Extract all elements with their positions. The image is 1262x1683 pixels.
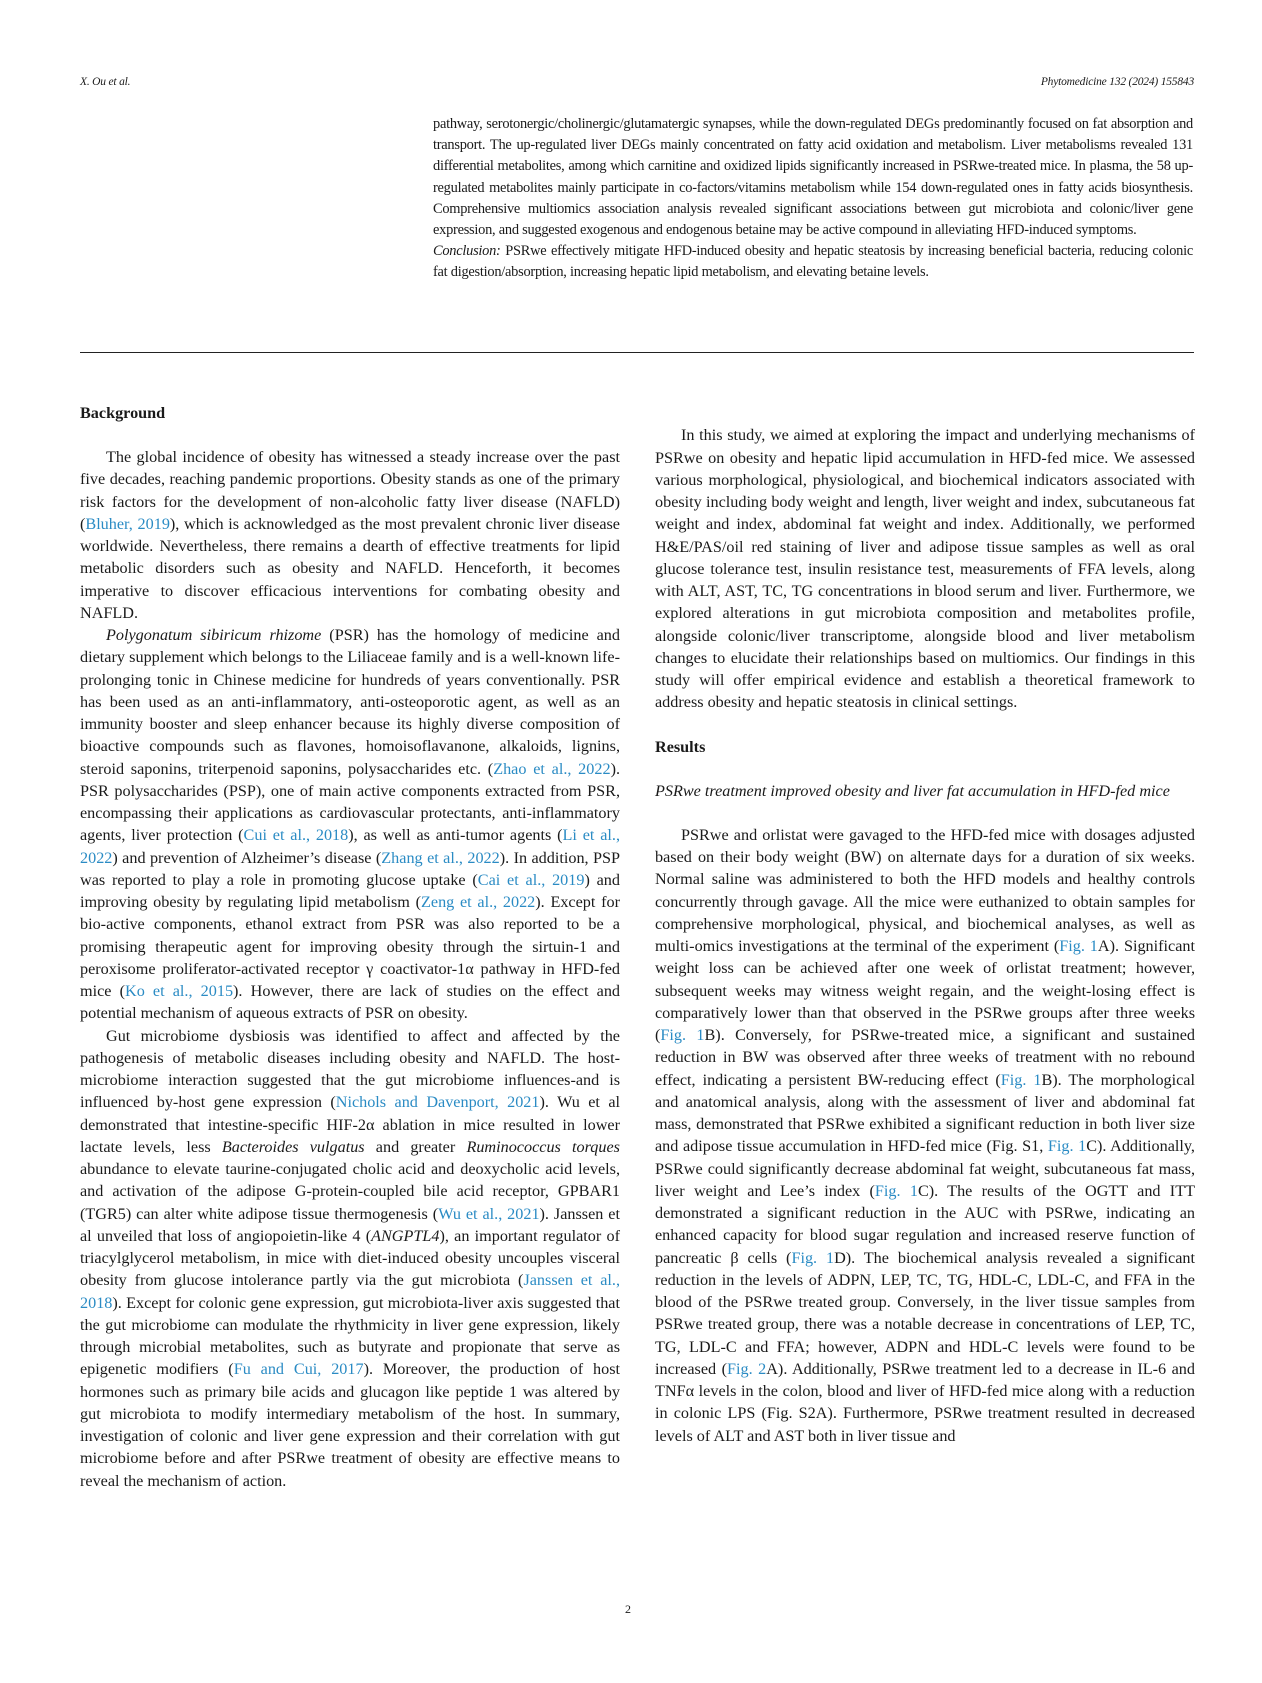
figure-link[interactable]: Fig. 1	[660, 1026, 705, 1044]
page-number: 2	[625, 1602, 631, 1616]
running-head-authors: X. Ou et al.	[80, 76, 131, 88]
figure-link[interactable]: Fig. 2	[727, 1359, 767, 1378]
subsection-heading: PSRwe treatment improved obesity and liver fat accumulation in HFD-fed mice	[655, 781, 1170, 800]
paragraph: The global incidence of obesity has witnessed a steady increase over the past five decades, reaching pandemic proportions. Obesity stands as one of the primary risk factors for the development of non-alcoholic fatty liver disease (NAFLD) (Bluher, 2019), which is acknowledged as the most prevalent chronic liver disease worldwide. Nevertheless, there remains a dearth of effective treatments for lipid metabolic disorders such as obesity and NAFLD. Henceforth, it becomes imperative to discover efficacious interventions for combating obesity and NAFLD.	[80, 448, 620, 622]
citation-link[interactable]: Fu and Cui, 2017	[233, 1360, 364, 1379]
right-column	[655, 402, 1195, 1447]
citation-link[interactable]: Ko et al., 2015	[125, 982, 234, 1000]
citation-link[interactable]: Cui et al., 2018	[243, 826, 349, 845]
figure-link[interactable]: Fig. 1	[874, 1181, 918, 1200]
abstract-divider	[80, 352, 1194, 353]
section-heading-background: Background	[80, 404, 166, 422]
running-head-journal: Phytomedicine 132 (2024) 155843	[1040, 76, 1194, 88]
citation-link[interactable]: Zeng et al., 2022	[421, 893, 536, 911]
citation-link[interactable]: Janssen et al., 2018	[80, 1271, 621, 1312]
paragraph: Gut microbiome dysbiosis was identified to affect and affected by the pathogenesis of metabolic diseases including obesity and NAFLD. The host-microbiome interaction suggested that the gut microbiome influences-and is influenced by-host gene expression (Nichols and Davenport, 2021). Wu et al demonstrated that intestine-specific HIF-2α ablation in mice resulted in lower lactate levels, less Bacteroides vulgatus and greater Ruminococcus torques abundance to elevate taurine-conjugated cholic acid and deoxycholic acid levels, and activation of the adipose G-protein-coupled bile acid receptor, GPBAR1 (TGR5) can alter white adipose tissue thermogenesis (Wu et al., 2021). Janssen et al unveiled that loss of angiopoietin-like 4 (ANGPTL4), an important regulator of triacylglycerol metabolism, in mice with diet-induced obesity uncouples visceral obesity from glucose intolerance partly via the gut microbiota (Janssen et al., 2018). Except for colonic gene expression, gut microbiota-liver axis suggested that the gut microbiome can modulate the rhythmicity in liver gene expression, likely through microbial metabolites, such as butyrate and propionate that serve as epigenetic modifiers (Fu and Cui, 2017). Moreover, the production of host hormones such as primary bile acids and glucagon like peptide 1 was altered by gut microbiota to modify intermediary metabolism of the host. In summary, investigation of colonic and liver gene expression and their correlation with gut microbiome before and after PSRwe treatment of obesity are effective means to reveal the mechanism of action.	[80, 1026, 621, 1490]
species-name: Polygonatum sibiricum rhizome	[106, 626, 322, 644]
citation-link[interactable]: Nichols and Davenport, 2021	[335, 1093, 540, 1112]
citation-link[interactable]: Bluher, 2019	[85, 514, 170, 533]
citation-link[interactable]: Li et al., 2022	[80, 826, 620, 867]
paragraph: Polygonatum sibiricum rhizome (PSR) has the homology of medicine and dietary supplement which belongs to the Liliaceae family and is a well-known life-prolonging tonic in Chinese medicine for hundreds of years conventionally. PSR has been used as an anti-inflammatory, anti-osteoporotic agent, as well as an immunity booster and sleep enhancer because its highly diverse composition of bioactive compounds such as flavones, homoisoflavanone, alkaloids, lignins, steroid saponins, triterpenoid saponins, polysaccharides etc. (Zhao et al., 2022). PSR polysaccharides (PSP), one of main active components extracted from PSR, encompassing their applications as cardiovascular protectants, anti-inflammatory agents, liver protection (Cui et al., 2018), as well as anti-tumor agents (Li et al., 2022) and prevention of Alzheimer’s disease (Zhang et al., 2022). In addition, PSP was reported to play a role in promoting glucose uptake (Cai et al., 2019) and improving obesity by regulating lipid metabolism (Zeng et al., 2022). Except for bio-active components, ethanol extract from PSR was also reported to be a promising therapeutic agent for improving obesity through the sirtuin-1 and peroxisome proliferator-activated receptor γ coactivator-1α pathway in HFD-fed mice (Ko et al., 2015). However, there are lack of studies on the effect and potential mechanism of aqueous extracts of PSR on obesity.	[80, 626, 621, 1023]
figure-link[interactable]: Fig. 1	[1059, 937, 1098, 955]
citation-link[interactable]: Cai et al., 2019	[477, 870, 585, 889]
conclusion-text: PSRwe effectively mitigate HFD-induced obesity and hepatic steatosis by increasing beneficial bacteria, reducing colonic fat digestion/absorption, increasing hepatic lipid metabolism, and elevating betaine levels.	[433, 243, 1193, 281]
figure-link[interactable]: Fig. 1	[791, 1248, 835, 1267]
left-column	[80, 402, 620, 1492]
abstract-text: pathway, serotonergic/cholinergic/glutamatergic synapses, while the down-regulated DEGs predominantly focused on fat absorption and transport. The up-regulated liver DEGs mainly concentrated on fatty acid oxidation and metabolism. Liver metabolisms revealed 131 differential metabolites, among which carnitine and oxidized lipids significantly increased in PSRwe-treated mice. In plasma, the 58 up-regulated metabolites mainly participate in co-factors/vitamins metabolism while 154 down-regulated ones in fatty acids biosynthesis. Comprehensive multiomics association analysis revealed significant associations between gut microbiota and colonic/liver gene expression, and suggested exogenous and endogenous betaine may be active compound in alleviating HFD-induced symptoms.	[433, 116, 1193, 239]
section-heading-results: Results	[655, 737, 706, 756]
abstract-continuation	[433, 114, 1193, 284]
paragraph: PSRwe and orlistat were gavaged to the HFD-fed mice with dosages adjusted based on their body weight (BW) on alternate days for a duration of six weeks. Normal saline was administered to both the HFD models and healthy controls concurrently through gavage. All the mice were euthanized to obtain samples for comprehensive morphological, physical, and biochemical analyses, as well as multi-omics investigations at the terminal of the experiment (Fig. 1A). Significant weight loss can be achieved after one week of orlistat treatment; however, subsequent weeks may witness weight regain, and the weight-losing effect is comparatively lower than that observed in the PSRwe groups after three weeks (Fig. 1B). Conversely, for PSRwe-treated mice, a significant and sustained reduction in BW was observed after three weeks of treatment with no rebound effect, indicating a persistent BW-reducing effect (Fig. 1B). The morphological and anatomical analysis, along with the assessment of liver and abdominal fat mass, demonstrated that PSRwe exhibited a significant reduction in both liver size and adipose tissue accumulation in HFD-fed mice (Fig. S1, Fig. 1C). Additionally, PSRwe could significantly decrease abdominal fat weight, subcutaneous fat mass, liver weight and Lee’s index (Fig. 1C). The results of the OGTT and ITT demonstrated a significant reduction in the AUC with PSRwe, indicating an enhanced capacity for blood sugar regulation and increased reserve function of pancreatic β cells (Fig. 1D). The biochemical analysis revealed a significant reduction in the levels of ADPN, LEP, TC, TG, HDL-C, LDL-C, and FFA in the blood of the PSRwe treated group. Conversely, in the liver tissue samples from PSRwe treated group, there was a notable decrease in concentrations of LEP, TC, TG, LDL-C and FFA; however, ADPN and HDL-C levels were found to be increased (Fig. 2A). Additionally, PSRwe treatment led to a decrease in IL-6 and TNFα levels in the colon, blood and liver of HFD-fed mice along with a reduction in colonic LPS (Fig. S2A). Furthermore, PSRwe treatment resulted in decreased levels of ALT and AST both in liver tissue and	[655, 825, 1195, 1445]
conclusion-label: Conclusion:	[433, 243, 501, 260]
paragraph: In this study, we aimed at exploring the impact and underlying mechanisms of PSRwe on obesity and hepatic lipid accumulation in HFD-fed mice. We assessed various morphological, physiological, and biochemical indicators associated with obesity including body weight and length, liver weight and index, subcutaneous fat weight and index, abdominal fat weight and index. Additionally, we performed H&E/PAS/oil red staining of liver and adipose tissue samples as well as oral glucose tolerance test, insulin resistance test, measurements of FFA levels, along with ALT, AST, TC, TG concentrations in blood serum and liver. Furthermore, we explored alterations in gut microbiota composition and metabolites profile, alongside colonic/liver transcriptome, alongside blood and liver metabolism changes to elucidate their relationships based on multiomics. Our findings in this study will offer empirical evidence and establish a theoretical framework to address obesity and hepatic steatosis in clinical settings.	[655, 426, 1195, 712]
citation-link[interactable]: Wu et al., 2021	[438, 1204, 540, 1223]
figure-link[interactable]: Fig. 1	[1000, 1070, 1042, 1089]
citation-link[interactable]: Zhang et al., 2022	[381, 848, 500, 867]
citation-link[interactable]: Zhao et al., 2022	[493, 759, 611, 778]
abstract-conclusion	[433, 241, 1193, 283]
figure-link[interactable]: Fig. 1	[1047, 1137, 1087, 1156]
